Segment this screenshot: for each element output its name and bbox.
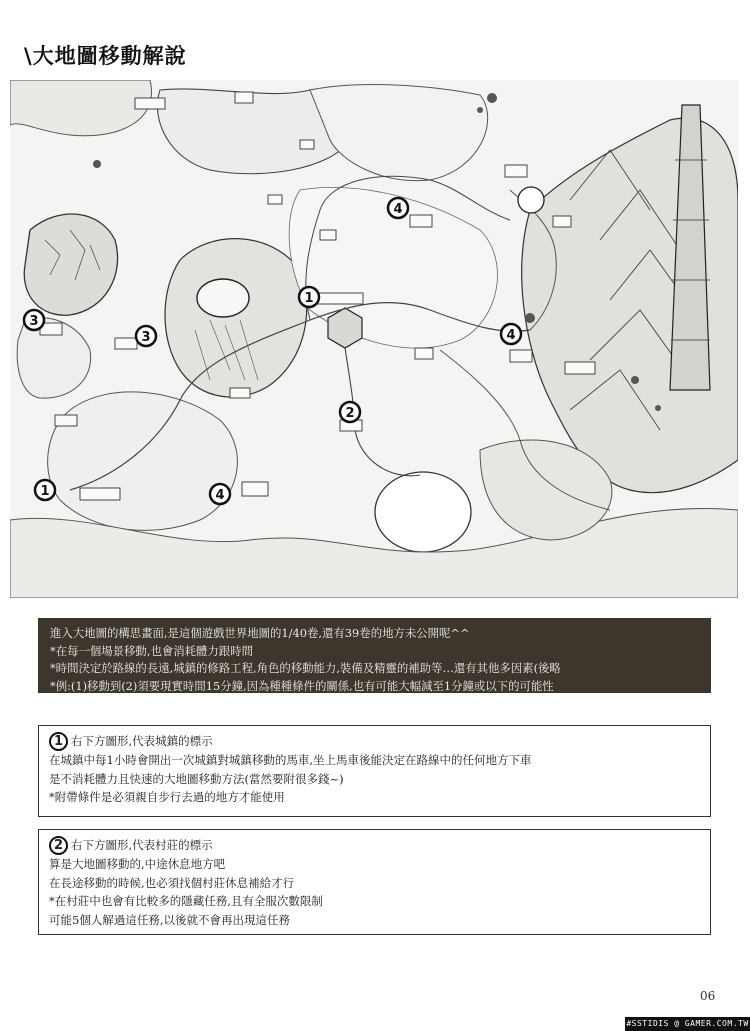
notes-panel: [38, 618, 711, 693]
page-number: 06: [700, 989, 716, 1003]
map-marker-label: 4: [215, 488, 225, 503]
map-marker-1a: [299, 287, 319, 307]
map-marker-3a: [24, 310, 44, 330]
map-marker-label: 1: [304, 291, 314, 306]
map-marker-4c: [210, 484, 230, 504]
map-marker-1b: [35, 480, 55, 500]
legend-line: 在城鎮中每1小時會開出一次城鎮對城鎮移動的馬車,坐上馬車後能決定在路線中的任何地方下車: [49, 753, 532, 767]
map-marker-label: 4: [393, 202, 403, 217]
map-marker-label: 2: [345, 406, 355, 421]
legend-line: 可能5個人解過這任務,以後就不會再出現這任務: [49, 912, 290, 927]
legend-line: *在村莊中也會有比較多的隱藏任務,且有全服次數限制: [49, 894, 323, 908]
map-marker-4a: [388, 198, 408, 218]
legend-village: [38, 829, 711, 935]
number-badge: 1: [49, 732, 68, 751]
legend-line: 算是大地圖移動的,中途休息地方吧: [49, 857, 226, 871]
legend-line: 是不消耗體力且快速的大地圖移動方法(當然要附很多錢~): [49, 771, 344, 786]
legend-town: [38, 725, 711, 817]
notes-line: 進入大地圖的構思畫面,是這個遊戲世界地圖的1/40卷,還有39卷的地方未公開呢^^: [50, 626, 470, 640]
map-marker-2: [340, 402, 360, 422]
legend-line: *附帶條件是必須親自步行去過的地方才能使用: [49, 790, 285, 804]
map-marker-4b: [501, 324, 521, 344]
notes-line: *例:(1)移動到(2)須要現實時間15分鐘,因為種種條件的關係,也有可能大幅減至1分鐘或以下的可能性: [50, 678, 554, 693]
legend-heading: 右下方圖形,代表村莊的標示: [71, 838, 213, 853]
map-marker-label: 4: [506, 328, 516, 343]
notes-line: *時間決定於路線的長遠,城鎮的修路工程,角色的移動能力,裝備及精靈的補助等…還有其他多因素(後略: [50, 661, 561, 675]
map-drawing: [10, 80, 738, 598]
map-marker-3b: [136, 326, 156, 346]
notes-line: *在每一個場景移動,也會消耗體力跟時間: [50, 643, 253, 658]
world-map-sketch: [10, 80, 738, 598]
number-badge: 2: [49, 836, 68, 855]
map-marker-label: 3: [29, 314, 39, 329]
watermark: #SSTIDIS @ GAMER.COM.TW: [625, 1017, 750, 1031]
map-marker-label: 3: [141, 330, 151, 345]
legend-line: 在長途移動的時候,也必須找個村莊休息補給才行: [49, 875, 295, 890]
map-marker-label: 1: [40, 484, 50, 499]
legend-heading: 右下方圖形,代表城鎮的標示: [71, 734, 213, 749]
page-title: \大地圖移動解說: [24, 43, 187, 68]
